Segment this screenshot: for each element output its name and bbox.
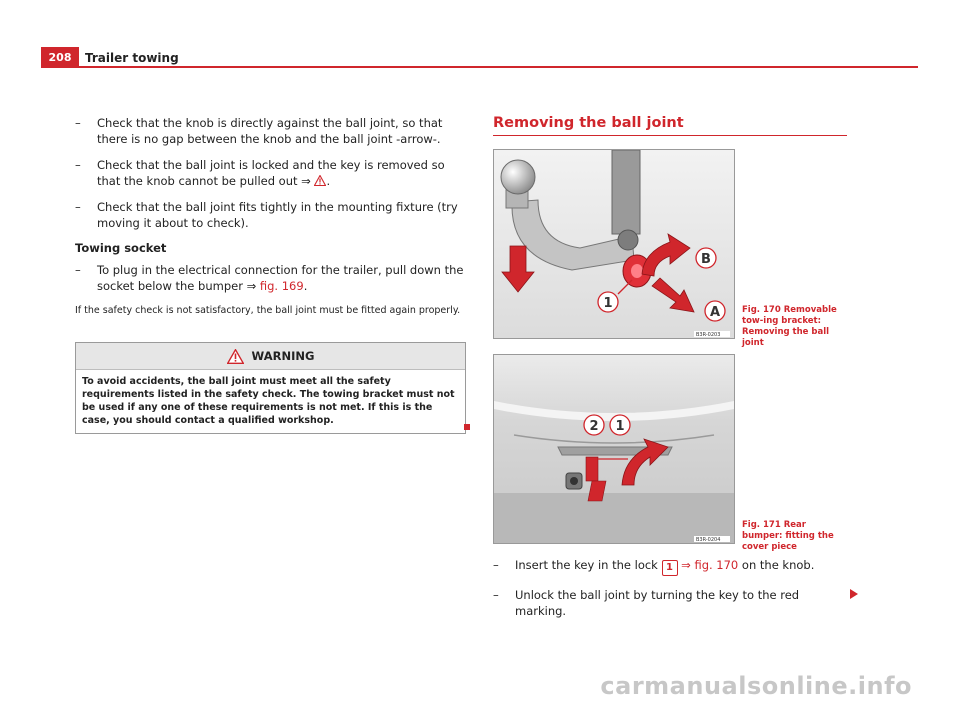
bullet-dash: – bbox=[493, 588, 499, 602]
key-number-badge: 1 bbox=[662, 560, 678, 576]
warning-icon bbox=[227, 349, 244, 364]
warning-title: WARNING bbox=[251, 349, 315, 363]
list-item bbox=[493, 587, 853, 619]
bullet-dash: – bbox=[75, 116, 81, 130]
warning-text: To avoid accidents, the ball joint must meet all the safety requirements listed in the safety check. The towing bracket must not be used if any one of these requirements is not met. If this is the case, you should contact a qualified workshop. bbox=[82, 376, 455, 426]
page-number: 208 bbox=[41, 47, 79, 67]
figure-171-illustration bbox=[493, 354, 735, 544]
list-item bbox=[493, 557, 853, 576]
list-item bbox=[75, 199, 465, 231]
list-item-text-end: . bbox=[303, 279, 308, 293]
list-item bbox=[75, 262, 465, 294]
running-header-title: Trailer towing bbox=[85, 51, 179, 65]
list-item bbox=[75, 157, 465, 189]
figure-label-2: 2 bbox=[589, 419, 599, 434]
figure-reference-link[interactable]: fig. 169 bbox=[259, 279, 304, 293]
bullet-dash: – bbox=[75, 263, 81, 277]
list-item-text: Unlock the ball joint by turning the key to the red marking. bbox=[515, 588, 800, 618]
figure-171-caption: Fig. 171 Rear bumper: fitting the cover piece bbox=[742, 520, 834, 552]
section-title: Removing the ball joint bbox=[493, 115, 847, 136]
end-of-section-marker bbox=[464, 424, 470, 430]
figure-code: B3R-0203 bbox=[696, 332, 721, 338]
list-item-text: Check that the knob is directly against the ball joint, so that there is no gap between the knob and the ball joint -arrow-. bbox=[97, 116, 443, 146]
step-list bbox=[493, 557, 853, 629]
list-item-text: Insert the key in the lock bbox=[515, 558, 662, 572]
list-item-text: Check that the ball joint is locked and the key is removed so that the knob cannot be pulled out ⇒ bbox=[97, 158, 445, 188]
warning-icon[interactable] bbox=[314, 175, 326, 186]
figure-170-illustration bbox=[493, 149, 735, 339]
figure-code: B3R-0204 bbox=[696, 537, 721, 543]
warning-box bbox=[75, 342, 466, 434]
list-item-text-end: on the knob. bbox=[738, 558, 815, 572]
header-rule bbox=[41, 66, 918, 68]
figure-label-1: 1 bbox=[603, 296, 613, 311]
list-item-text-end: . bbox=[326, 174, 331, 188]
list-item bbox=[75, 115, 465, 147]
bullet-dash: – bbox=[493, 558, 499, 572]
figure-label-1: 1 bbox=[615, 419, 625, 434]
figure-label-a: A bbox=[709, 305, 721, 320]
safety-note: If the safety check is not satisfactory, the ball joint must be fitted again properly. bbox=[75, 305, 461, 316]
list-item-text: Check that the ball joint fits tightly in the mounting fixture (try moving it about to check). bbox=[97, 200, 458, 230]
continue-arrow-icon bbox=[850, 589, 858, 599]
warning-header bbox=[76, 343, 465, 370]
left-column bbox=[75, 115, 465, 317]
towing-socket-heading: Towing socket bbox=[75, 241, 167, 255]
bullet-dash: – bbox=[75, 200, 81, 214]
bullet-dash: – bbox=[75, 158, 81, 172]
list-item-text: To plug in the electrical connection for the trailer, pull down the socket below the bumper ⇒ bbox=[97, 263, 464, 293]
figure-label-b: B bbox=[701, 252, 711, 267]
figure-170-caption: Fig. 170 Removable tow-ing bracket: Removing the ball joint bbox=[742, 305, 837, 348]
watermark: carmanualsonline.info bbox=[600, 672, 912, 700]
figure-reference-link[interactable]: ⇒ fig. 170 bbox=[677, 558, 739, 572]
